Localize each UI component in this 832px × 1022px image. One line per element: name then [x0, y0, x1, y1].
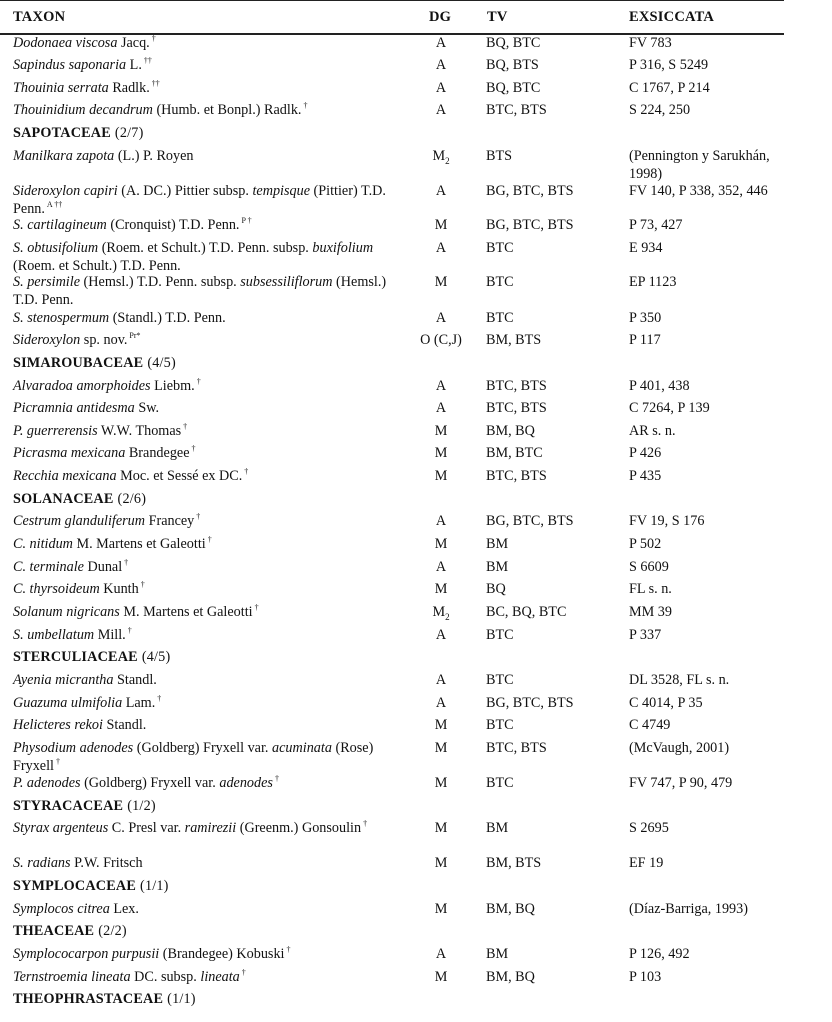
family-name	[13, 648, 413, 666]
dg-cell	[406, 945, 476, 963]
header-exsiccata: EXSICCATA	[629, 9, 715, 25]
taxon-italic: P. adenodes	[13, 775, 81, 791]
taxon-italic: buxifolium	[312, 240, 374, 256]
family-count: (1/2)	[127, 798, 156, 814]
exsiccata-cell: P 73, 427	[629, 217, 683, 233]
dg-value: A	[435, 183, 447, 199]
exsiccata-cell: C 1767, P 214	[629, 80, 710, 96]
tv-cell: BG, BTC, BTS	[486, 513, 574, 529]
exsiccata-cell: FV 19, S 176	[629, 513, 705, 529]
exsiccata-cell: P 316, S 5249	[629, 57, 709, 73]
taxon-mark: †	[241, 968, 246, 978]
taxon-author: (Goldberg) Fryxell var.	[133, 740, 273, 756]
taxon-author: Liebm.	[150, 378, 195, 394]
taxon-author: (A. DC.) Pittier subsp.	[117, 183, 253, 199]
dg-value: O (C,J)	[420, 332, 462, 348]
family-label: SYMPLOCACEAE	[13, 878, 137, 894]
dg-cell	[406, 34, 476, 52]
taxon-author: (Goldberg) Fryxell var.	[80, 775, 220, 791]
taxon-author: W.W. Thomas	[97, 423, 182, 439]
taxon-italic: Sapindus saponaria	[13, 57, 127, 73]
dg-value: M	[432, 604, 446, 620]
taxon-italic: tempisque	[252, 183, 310, 199]
tv-cell: BTC	[486, 310, 514, 326]
dg-value: M	[434, 820, 448, 836]
taxon-mark: †	[183, 422, 188, 432]
dg-cell	[406, 239, 476, 257]
family-label: THEACEAE	[13, 923, 95, 939]
taxon-mark: †	[127, 626, 132, 636]
exsiccata-cell: P 126, 492	[629, 946, 690, 962]
exsiccata-cell: EF 19	[629, 855, 664, 871]
dg-cell	[406, 603, 476, 621]
taxon-author: Francey	[145, 513, 195, 529]
taxon-italic: ramirezii	[184, 820, 237, 836]
taxon-italic: Picrasma mexicana	[13, 445, 126, 461]
taxon-name	[13, 603, 413, 621]
family-label: STYRACACEAE	[13, 798, 124, 814]
header-tv: TV	[487, 9, 508, 25]
exsiccata-cell: EP 1123	[629, 274, 677, 290]
dg-cell	[406, 377, 476, 395]
dg-value: M	[434, 274, 448, 290]
taxon-italic: C. nitidum	[13, 536, 73, 552]
exsiccata-cell: P 435	[629, 468, 662, 484]
exsiccata-cell: P 502	[629, 536, 662, 552]
taxon-italic: Dodonaea viscosa	[13, 35, 118, 51]
taxon-italic: Sideroxylon	[13, 332, 81, 348]
taxon-mark: †	[151, 34, 156, 44]
taxon-name	[13, 422, 413, 440]
exsiccata-cell: C 4014, P 35	[629, 695, 703, 711]
tv-cell: BQ, BTC	[486, 35, 541, 51]
tv-cell: BM, BQ	[486, 969, 535, 985]
dg-subscript: 2	[445, 155, 450, 166]
taxon-italic: Thouinidium decandrum	[13, 102, 153, 118]
taxon-italic: S. radians	[13, 855, 71, 871]
tv-cell: BTC	[486, 717, 514, 733]
dg-cell	[406, 819, 476, 837]
dg-cell	[406, 535, 476, 553]
taxon-italic: Manilkara zapota	[13, 148, 115, 164]
tv-cell: BTS	[486, 148, 513, 164]
taxon-italic: C. thyrsoideum	[13, 581, 100, 597]
taxon-italic: Solanum nigricans	[13, 604, 120, 620]
taxon-name	[13, 945, 413, 963]
dg-value: A	[435, 35, 447, 51]
tv-cell: BTC, BTS	[486, 400, 547, 416]
tv-cell: BM, BTC	[486, 445, 543, 461]
dg-cell	[406, 467, 476, 485]
exsiccata-cell: S 2695	[629, 820, 669, 836]
tv-cell: BM, BQ	[486, 901, 535, 917]
tv-cell: BG, BTC, BTS	[486, 695, 574, 711]
exsiccata-cell: MM 39	[629, 604, 672, 620]
dg-cell	[406, 422, 476, 440]
taxon-name	[13, 900, 413, 918]
tv-cell: BM	[486, 559, 509, 575]
taxon-mark: ††	[151, 79, 160, 89]
family-name	[13, 922, 413, 940]
exsiccata-cell: AR s. n.	[629, 423, 676, 439]
taxon-author: (Hemsl.) T.D. Penn. subsp.	[80, 274, 241, 290]
taxon-italic: S. stenospermum	[13, 310, 110, 326]
taxon-name	[13, 216, 413, 234]
dg-cell	[406, 968, 476, 986]
taxon-italic: adenodes	[219, 775, 273, 791]
dg-cell	[406, 774, 476, 792]
taxon-mark: †	[191, 444, 196, 454]
taxon-name	[13, 968, 413, 986]
taxon-mark: †	[157, 694, 162, 704]
dg-cell	[406, 182, 476, 200]
taxon-italic: Guazuma ulmifolia	[13, 695, 123, 711]
taxon-name	[13, 101, 413, 119]
exsiccata-cell: S 6609	[629, 559, 669, 575]
tv-cell: BTC	[486, 672, 514, 688]
exsiccata-cell: FL s. n.	[629, 581, 672, 597]
exsiccata-cell: FV 783	[629, 35, 672, 51]
exsiccata-cell: P 426	[629, 445, 662, 461]
dg-cell	[406, 739, 476, 757]
taxon-author: sp. nov.	[80, 332, 128, 348]
tv-cell: BG, BTC, BTS	[486, 217, 574, 233]
dg-value: M	[434, 468, 448, 484]
taxon-author: (Humb. et Bonpl.) Radlk.	[152, 102, 302, 118]
taxon-name	[13, 467, 413, 485]
family-count: (2/2)	[98, 923, 127, 939]
family-count: (1/1)	[167, 991, 196, 1007]
header-taxon: TAXON	[13, 9, 66, 25]
exsiccata-cell: (Pennington y Sarukhán, 1998)	[629, 148, 770, 182]
taxon-italic: Cestrum glanduliferum	[13, 513, 146, 529]
taxon-name	[13, 79, 413, 97]
taxon-author: L.	[126, 57, 142, 73]
taxon-author: Mill.	[94, 627, 126, 643]
exsiccata-cell: (McVaugh, 2001)	[629, 740, 730, 756]
family-label: STERCULIACEAE	[13, 649, 138, 665]
tv-cell: BM, BQ	[486, 423, 535, 439]
taxon-author: (Cronquist) T.D. Penn.	[106, 217, 240, 233]
tv-cell: BQ, BTC	[486, 80, 541, 96]
dg-cell	[406, 580, 476, 598]
taxon-author: DC. subsp.	[130, 969, 201, 985]
taxon-italic: S. persimile	[13, 274, 80, 290]
taxon-name	[13, 309, 413, 327]
dg-value: M	[434, 855, 448, 871]
dg-cell	[406, 309, 476, 327]
taxon-name	[13, 273, 413, 309]
dg-value: A	[435, 310, 447, 326]
taxon-italic: Alvaradoa amorphoides	[13, 378, 151, 394]
taxon-mark: †	[363, 819, 368, 829]
dg-value: A	[435, 513, 447, 529]
tv-cell: BTC, BTS	[486, 378, 547, 394]
taxon-name	[13, 444, 413, 462]
family-name	[13, 797, 413, 815]
tv-cell: BM, BTS	[486, 332, 542, 348]
tv-cell: BM	[486, 946, 509, 962]
taxon-italic: Recchia mexicana	[13, 468, 117, 484]
taxon-author: (Brandegee) Kobuski	[159, 946, 285, 962]
taxon-name	[13, 580, 413, 598]
dg-value: A	[435, 559, 447, 575]
dg-value: M	[434, 740, 448, 756]
exsiccata-cell: DL 3528, FL s. n.	[629, 672, 730, 688]
dg-value: M	[434, 969, 448, 985]
taxon-italic: C. terminale	[13, 559, 84, 575]
dg-subscript: 2	[445, 611, 450, 622]
taxon-name	[13, 774, 413, 792]
dg-cell	[406, 854, 476, 872]
taxon-author: Lex.	[109, 901, 139, 917]
family-name	[13, 490, 413, 508]
exsiccata-cell: P 337	[629, 627, 662, 643]
taxon-author: Kunth	[99, 581, 139, 597]
family-count: (4/5)	[141, 649, 171, 665]
tv-cell: BTC, BTS	[486, 468, 547, 484]
family-count: (2/6)	[117, 491, 147, 507]
dg-value: A	[435, 695, 447, 711]
taxon-italic: S. umbellatum	[13, 627, 95, 643]
taxon-name	[13, 399, 413, 417]
family-label: SIMAROUBACEAE	[13, 355, 144, 371]
dg-cell	[406, 101, 476, 119]
dg-value: M	[434, 445, 448, 461]
taxon-italic: Styrax argenteus	[13, 820, 109, 836]
tv-cell: BTC	[486, 627, 514, 643]
dg-value: M	[434, 581, 448, 597]
dg-cell	[406, 716, 476, 734]
taxon-mark: †	[196, 512, 201, 522]
exsiccata-cell: E 934	[629, 240, 663, 256]
header-dg: DG	[429, 9, 452, 25]
family-label: SAPOTACEAE	[13, 125, 111, 141]
tv-cell: BQ, BTS	[486, 57, 539, 73]
dg-value: M	[434, 536, 448, 552]
dg-cell	[406, 512, 476, 530]
taxon-name	[13, 147, 413, 165]
family-count: (4/5)	[147, 355, 176, 371]
taxon-italic: Picramnia antidesma	[13, 400, 135, 416]
taxon-italic: S. obtusifolium	[13, 240, 99, 256]
taxon-author: M. Martens et Galeotti	[119, 604, 253, 620]
family-name	[13, 877, 413, 895]
family-name	[13, 354, 413, 372]
exsiccata-cell: C 7264, P 139	[629, 400, 710, 416]
dg-cell	[406, 273, 476, 291]
tv-cell: BTC, BTS	[486, 102, 547, 118]
dg-cell	[406, 444, 476, 462]
taxon-author: Radlk.	[108, 80, 150, 96]
exsiccata-cell: (Díaz-Barriga, 1993)	[629, 901, 748, 917]
taxon-mark: Pr*	[129, 331, 141, 341]
taxon-name	[13, 671, 413, 689]
dg-value: M	[434, 717, 448, 733]
dg-value: A	[435, 627, 447, 643]
taxon-italic: lineata	[200, 969, 240, 985]
exsiccata-cell: FV 140, P 338, 352, 446	[629, 183, 768, 199]
taxon-name	[13, 716, 413, 734]
taxon-author: (Roem. et Schult.) T.D. Penn.	[13, 258, 181, 274]
taxon-name	[13, 819, 413, 837]
taxon-author: Sw.	[134, 400, 160, 416]
taxon-italic: Thouinia serrata	[13, 80, 109, 96]
family-label: THEOPHRASTACEAE	[13, 991, 164, 1007]
taxon-author: Jacq.	[117, 35, 150, 51]
taxon-author: (Rose) Fryxell	[13, 740, 374, 774]
tv-cell: BM, BTS	[486, 855, 542, 871]
taxon-author: Moc. et Sessé ex DC.	[116, 468, 243, 484]
dg-value: M	[434, 423, 448, 439]
taxon-mark: P †	[241, 216, 252, 226]
dg-value: A	[435, 400, 447, 416]
taxon-mark: †	[140, 580, 145, 590]
taxon-italic: subsessiliflorum	[240, 274, 333, 290]
dg-cell	[406, 671, 476, 689]
dg-cell	[406, 331, 476, 349]
family-name	[13, 990, 413, 1008]
taxon-italic: Ternstroemia lineata	[13, 969, 131, 985]
taxon-author: (Pittier) T.D. Penn.	[13, 183, 386, 217]
dg-value: A	[435, 946, 447, 962]
dg-cell	[406, 558, 476, 576]
taxon-author: Lam.	[122, 695, 156, 711]
taxon-name	[13, 56, 413, 74]
dg-value: A	[435, 672, 447, 688]
taxon-mark: †	[303, 101, 308, 111]
taxon-italic: Sideroxylon capiri	[13, 183, 118, 199]
taxon-author: (L.) P. Royen	[114, 148, 194, 164]
exsiccata-cell: P 350	[629, 310, 662, 326]
taxon-name	[13, 377, 413, 395]
exsiccata-cell: C 4749	[629, 717, 671, 733]
taxon-mark: †	[55, 757, 60, 767]
taxon-mark: †	[244, 467, 249, 477]
taxon-author: C. Presl var.	[108, 820, 185, 836]
taxon-italic: Physodium adenodes	[13, 740, 134, 756]
taxon-name	[13, 626, 413, 644]
taxon-name	[13, 739, 413, 775]
taxon-name	[13, 694, 413, 712]
dg-cell	[406, 147, 476, 165]
tv-cell: BM	[486, 820, 509, 836]
tv-cell: BC, BQ, BTC	[486, 604, 567, 620]
dg-value: A	[435, 240, 447, 256]
dg-value: A	[435, 102, 447, 118]
dg-value: A	[435, 378, 447, 394]
dg-value: M	[432, 148, 446, 164]
dg-cell	[406, 900, 476, 918]
dg-cell	[406, 694, 476, 712]
exsiccata-cell: P 117	[629, 332, 661, 348]
taxon-name	[13, 535, 413, 553]
dg-value: M	[434, 775, 448, 791]
tv-cell: BQ	[486, 581, 506, 597]
tv-cell: BTC	[486, 274, 514, 290]
taxon-author: Standl.	[113, 672, 157, 688]
taxon-author: M. Martens et Galeotti	[72, 536, 206, 552]
taxon-name	[13, 239, 413, 275]
taxon-italic: acuminata	[272, 740, 332, 756]
taxon-author: Brandegee	[125, 445, 190, 461]
dg-value: A	[435, 80, 447, 96]
dg-cell	[406, 216, 476, 234]
taxon-name	[13, 182, 413, 218]
family-count: (1/1)	[140, 878, 169, 894]
dg-value: M	[434, 217, 448, 233]
taxon-author: P.W. Fritsch	[70, 855, 143, 871]
tv-cell: BTC	[486, 240, 514, 256]
taxon-italic: P. guerrerensis	[13, 423, 98, 439]
dg-cell	[406, 626, 476, 644]
taxon-author: (Hemsl.) T.D. Penn.	[13, 274, 387, 308]
taxon-mark: †	[196, 377, 201, 387]
taxon-italic: Symplocos citrea	[13, 901, 110, 917]
exsiccata-cell: S 224, 250	[629, 102, 691, 118]
tv-cell: BTC	[486, 775, 514, 791]
table-header	[0, 0, 784, 35]
dg-value: M	[434, 901, 448, 917]
dg-value: A	[435, 57, 447, 73]
taxon-name	[13, 34, 413, 52]
taxon-italic: S. cartilagineum	[13, 217, 107, 233]
taxon-name	[13, 854, 413, 872]
family-label: SOLANACEAE	[13, 491, 114, 507]
taxon-name	[13, 331, 413, 349]
exsiccata-cell: P 103	[629, 969, 662, 985]
tv-cell: BM	[486, 536, 509, 552]
tv-cell: BTC, BTS	[486, 740, 547, 756]
exsiccata-cell: FV 747, P 90, 479	[629, 775, 733, 791]
taxon-mark: †	[254, 603, 259, 613]
exsiccata-cell: P 401, 438	[629, 378, 690, 394]
taxon-author: (Roem. et Schult.) T.D. Penn. subsp.	[98, 240, 313, 256]
taxon-mark: ††	[143, 56, 152, 66]
taxon-author: (Standl.) T.D. Penn.	[109, 310, 226, 326]
taxon-italic: Ayenia micrantha	[13, 672, 114, 688]
taxon-italic: Symplococarpon purpusii	[13, 946, 160, 962]
dg-cell	[406, 399, 476, 417]
taxon-mark: †	[286, 945, 291, 955]
family-name	[13, 124, 413, 142]
taxon-mark: †	[124, 558, 129, 568]
taxon-author: Standl.	[102, 717, 147, 733]
taxon-author: (Greenm.) Gonsoulin	[236, 820, 362, 836]
family-count: (2/7)	[114, 125, 144, 141]
tv-cell: BG, BTC, BTS	[486, 183, 574, 199]
taxon-mark: A ††	[46, 200, 63, 210]
taxon-italic: Helicteres rekoi	[13, 717, 103, 733]
taxon-name	[13, 512, 413, 530]
taxon-author: Dunal	[83, 559, 123, 575]
dg-cell	[406, 79, 476, 97]
taxon-name	[13, 558, 413, 576]
taxon-mark: †	[274, 774, 279, 784]
dg-cell	[406, 56, 476, 74]
taxon-mark: †	[207, 535, 212, 545]
